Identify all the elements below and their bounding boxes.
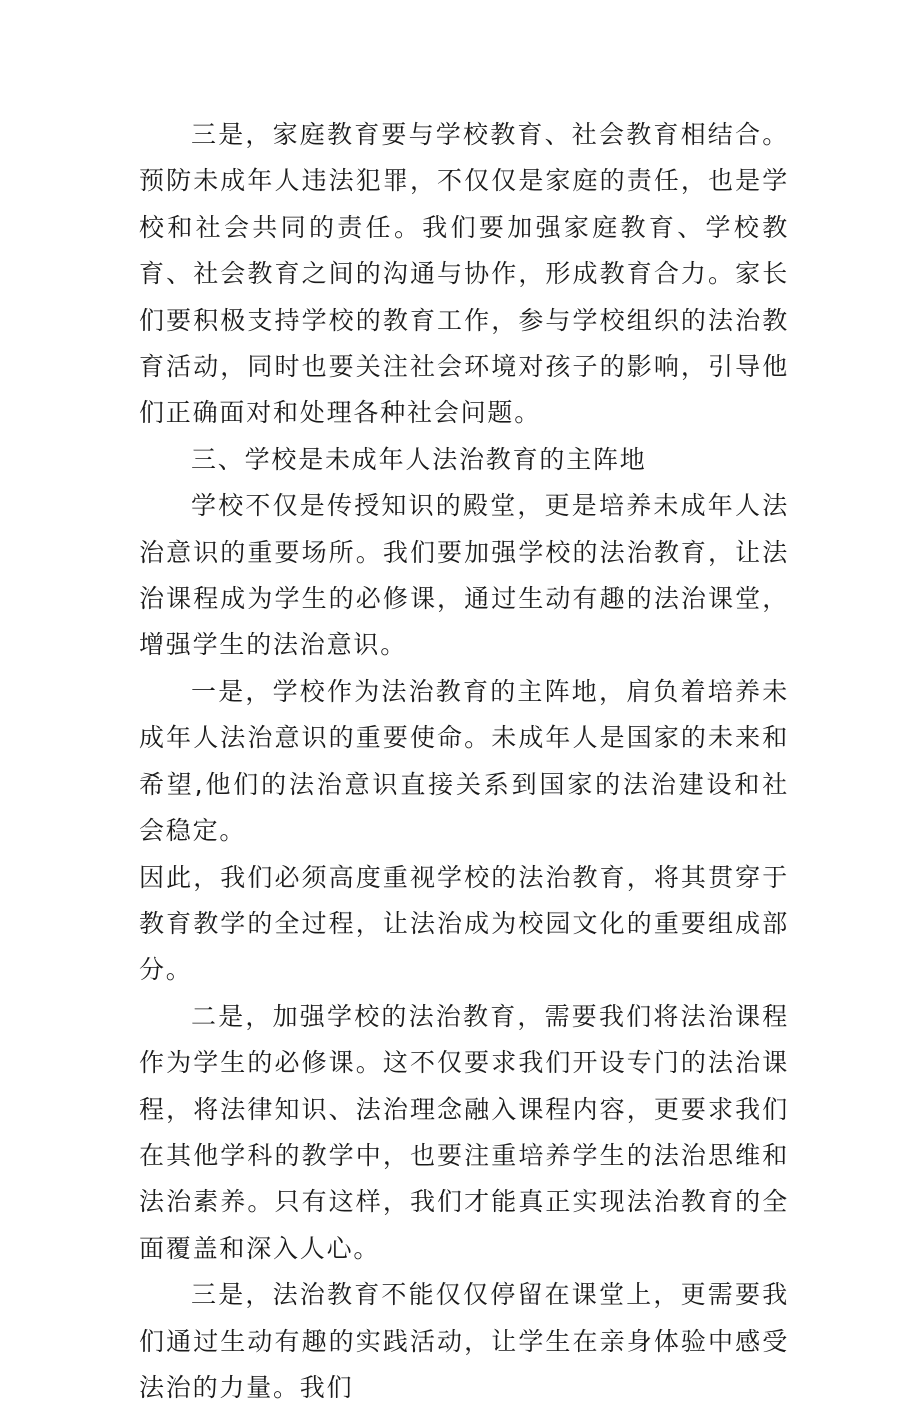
paragraph-therefore: 因此，我们必须高度重视学校的法治教育，将其贯穿于教育教学的全过程，让法治成为校园文化的重要组成部分。 (139, 862, 789, 985)
paragraph-point-two: 二是，加强学校的法治教育，需要我们将法治课程作为学生的必修课。这不仅要求我们开设专门的法治课程，将法律知识、法治理念融入课程内容，更要求我们在其他学科的教学中，也要注重培养学生的法治思维和法治素养。只有这样，我们才能真正实现法治教育的全面覆盖和深入人心。 (139, 1001, 789, 1263)
paragraph-school-importance: 学校不仅是传授知识的殿堂，更是培养未成年人法治意识的重要场所。我们要加强学校的法治教育，让法治课程成为学生的必修课，通过生动有趣的法治课堂，增强学生的法治意识。 (139, 491, 789, 660)
paragraph-point-one: 一是，学校作为法治教育的主阵地，肩负着培养未成年人法治意识的重要使命。未成年人是国家的未来和希望,他们的法治意识直接关系到国家的法治建设和社会稳定。 (139, 676, 789, 846)
paragraph-point-three: 三是，法治教育不能仅仅停留在课堂上，更需要我们通过生动有趣的实践活动，让学生在亲身体验中感受法治的力量。我们 (139, 1280, 789, 1402)
document-body (139, 112, 789, 1411)
section-heading-school-main-position: 三、学校是未成年人法治教育的主阵地 (191, 444, 647, 474)
paragraph-family-school-society: 三是，家庭教育要与学校教育、社会教育相结合。预防未成年人违法犯罪，不仅仅是家庭的责任，也是学校和社会共同的责任。我们要加强家庭教育、学校教育、社会教育之间的沟通与协作，形成教育合力。家长们要积极支持学校的教育工作，参与学校组织的法治教育活动，同时也要关注社会环境对孩子的影响，引导他们正确面对和处理各种社会问题。 (139, 120, 789, 428)
